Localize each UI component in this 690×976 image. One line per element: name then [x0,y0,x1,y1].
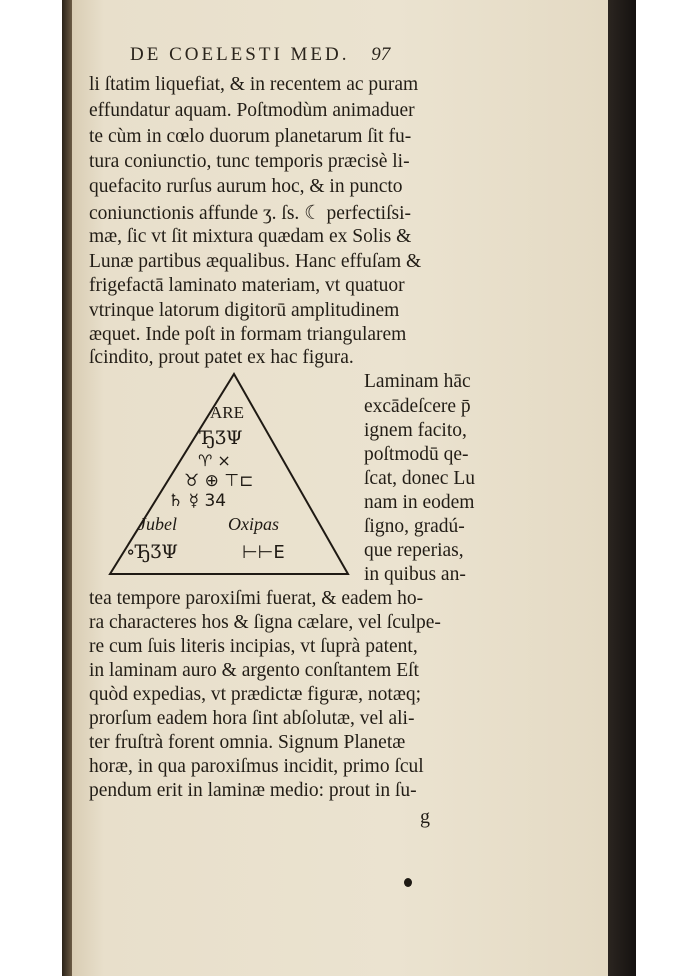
side-line: ſcat, donec Lu [364,468,475,489]
inscription-row6-left: ∘ЂƷΨ [126,541,178,563]
inscription-jubel: Jubel [138,514,177,534]
side-line: poſtmodū qe- [364,444,469,465]
text-line: li ſtatim liquefiat, & in recentem ac puram [89,74,419,95]
book-spine [62,0,72,976]
side-line: nam in eodem [364,492,475,513]
text-line: æquet. Inde poſt in formam triangularem [89,324,407,345]
inscription-top: ARE [210,403,244,422]
signature-mark: g [420,806,430,828]
text-line: effundatur aquam. Poſtmodùm animaduer [89,100,415,121]
side-line: Laminam hāc [364,371,471,392]
side-line: excādeſcere p̄ [364,396,471,417]
inscription-oxipas: Oxipas [228,514,279,534]
text-line: te cùm in cœlo duorum planetarum ſit fu- [89,126,412,147]
page-number: 97 [371,44,391,65]
page-edge-shadow [608,0,636,976]
side-line: in quibus an- [364,564,466,585]
inscription-row6-right: ⊢⊢E [242,542,285,563]
text-line: re cum ſuis literis incipias, vt ſuprà patent, [89,636,418,657]
text-line: coniunctionis affunde ʒ. ſs. ☾ perfectiſsi- [89,203,411,224]
side-line: ignem facito, [364,420,467,441]
text-line: quòd expedias, vt prædictæ figuræ, notæq; [89,684,422,705]
text-line: quefacito rurſus aurum hoc, & in puncto [89,176,403,197]
text-line: prorſum eadem hora ſint abſolutæ, vel ali- [89,708,415,729]
text-line: tea tempore paroxiſmi fuerat, & eadem ho- [89,588,424,609]
inscription-row2: ♈ × [198,451,231,470]
running-head-title: DE COELESTI MED. [130,44,350,65]
text-line: ra characteres hos & ſigna cælare, vel ſculpe- [89,612,441,633]
text-line: mæ, ſic vt ſit mixtura quædam ex Solis & [89,226,412,247]
text-line: ter fruſtrà forent omnia. Signum Planetæ [89,732,406,753]
text-line: horæ, in qua paroxiſmus incidit, primo ſcul [89,756,424,777]
text-line: vtrinque latorum digitorū amplitudinem [89,300,400,321]
text-line: ſcindito, prout patet ex hac figura. [89,347,354,368]
side-line: ſigno, gradú- [364,516,465,537]
triangle-talisman-figure [102,368,354,582]
text-line: frigefactā laminato materiam, vt quatuor [89,275,405,296]
inscription-row1: ЂƷΨ [200,427,243,449]
inscription-row4: ♄ ☿ 34 [168,491,227,511]
text-line: Lunæ partibus æqualibus. Hanc effuſam & [89,251,422,272]
inscription-row3: ♉ ⊕ ⊤⊏ [184,471,254,491]
running-head [130,44,510,66]
ink-dot [404,878,412,887]
text-line: pendum erit in laminæ medio: prout in ſu- [89,780,417,801]
side-line: que reperias, [364,540,464,561]
text-line: tura coniunctio, tunc temporis præcisè li- [89,151,410,172]
text-line: in laminam auro & argento conſtantem Eſt [89,660,419,681]
